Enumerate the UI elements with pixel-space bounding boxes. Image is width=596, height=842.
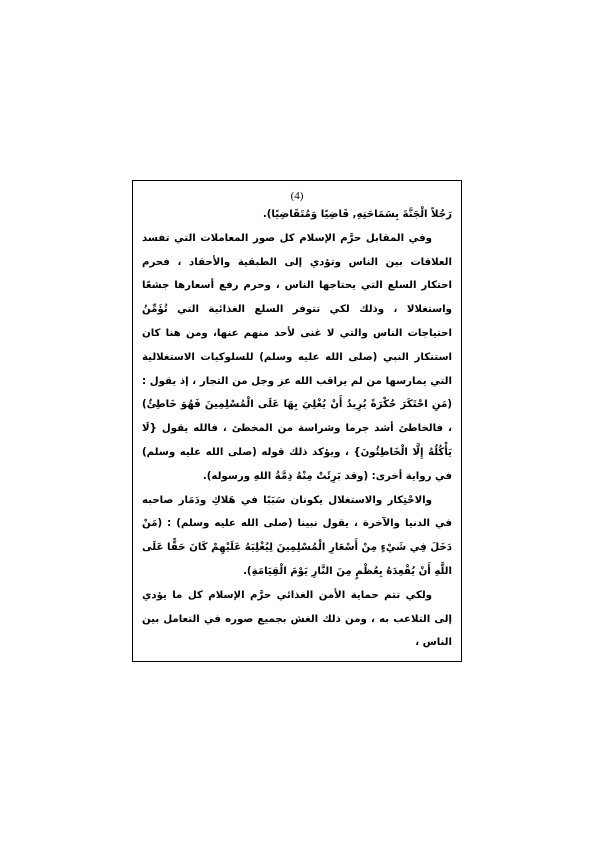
page-frame <box>132 180 462 662</box>
text-body <box>142 203 452 655</box>
paragraph-food-security: ولكي تتم حماية الأمن الغذائي حرَّم الإسلام كل ما يؤدي إلى التلاعب به ، ومن ذلك الغش بجميع صوره في التعامل بين الناس ، <box>142 589 452 649</box>
paragraph-hadith-ending: رَجُلاً الْجَنَّةَ بِسَمَاحَتِهِ, قَاضِيًا وَمُتَقَاضِيًا). <box>262 209 452 220</box>
paragraph-monopoly-prohibition: وفي المقابل حرَّم الإسلام كل صور المعاملات التي تفسد العلاقات بين الناس وتؤدي إلى الطبقية والأحقاد ، فحرم احتكار السلع التي يحتاجها الناس ، وحرم رفع أسعارها جشعًا واستغلالا ، وذلك لكي تتوفر السلع الغذائية التي تُؤَمِّنُ احتياجات الناس والتي لا غنى لأحد منهم عنها، ومن هنا كان استنكار النبي (صلى الله عليه وسلم) للسلوكيات الاستغلالية التي يمارسها من لم يراقب الله عز وجل من التجار ، إذ يقول : (مَنِ احْتَكَرَ حُكْرَةً يُرِيدُ أَنْ يُغْلِيَ بِهَا عَلَى الْمُسْلِمِينَ فَهُوَ خَاطِئٌ) ، فالخاطئ أشد جرما وشراسة من المخطئ ، فالله يقول {لَا يَأْكُلُهُ إِلَّا الْخَاطِئُونَ} ، ويؤكد ذلك قوله (صلى الله عليه وسلم) في رواية أخرى: (وقد بَرِئَتْ مِنْهُ ذِمَّةُ اللهِ ورسوله). <box>142 232 452 482</box>
paragraph-monopoly-consequences: والاحْتِكار والاستغلال يكونان سَبَبًا في هَلاكِ ودَمَار صاحبه في الدنيا والآخرة ، يقول نبينا (صلى الله عليه وسلم) : (مَنْ دَخَلَ فِي شَيْءٍ مِنْ أَسْعَارِ الْمُسْلِمِينَ لِيُغْلِيَهُ عَلَيْهِمْ كَانَ حَقًّا عَلَى اللَّهِ أَنْ يُقْعِدَهُ بِعُظْمٍ مِنَ النَّارِ يَوْمَ الْقِيَامَةِ). <box>142 494 452 577</box>
page-number: (4) <box>290 190 304 202</box>
